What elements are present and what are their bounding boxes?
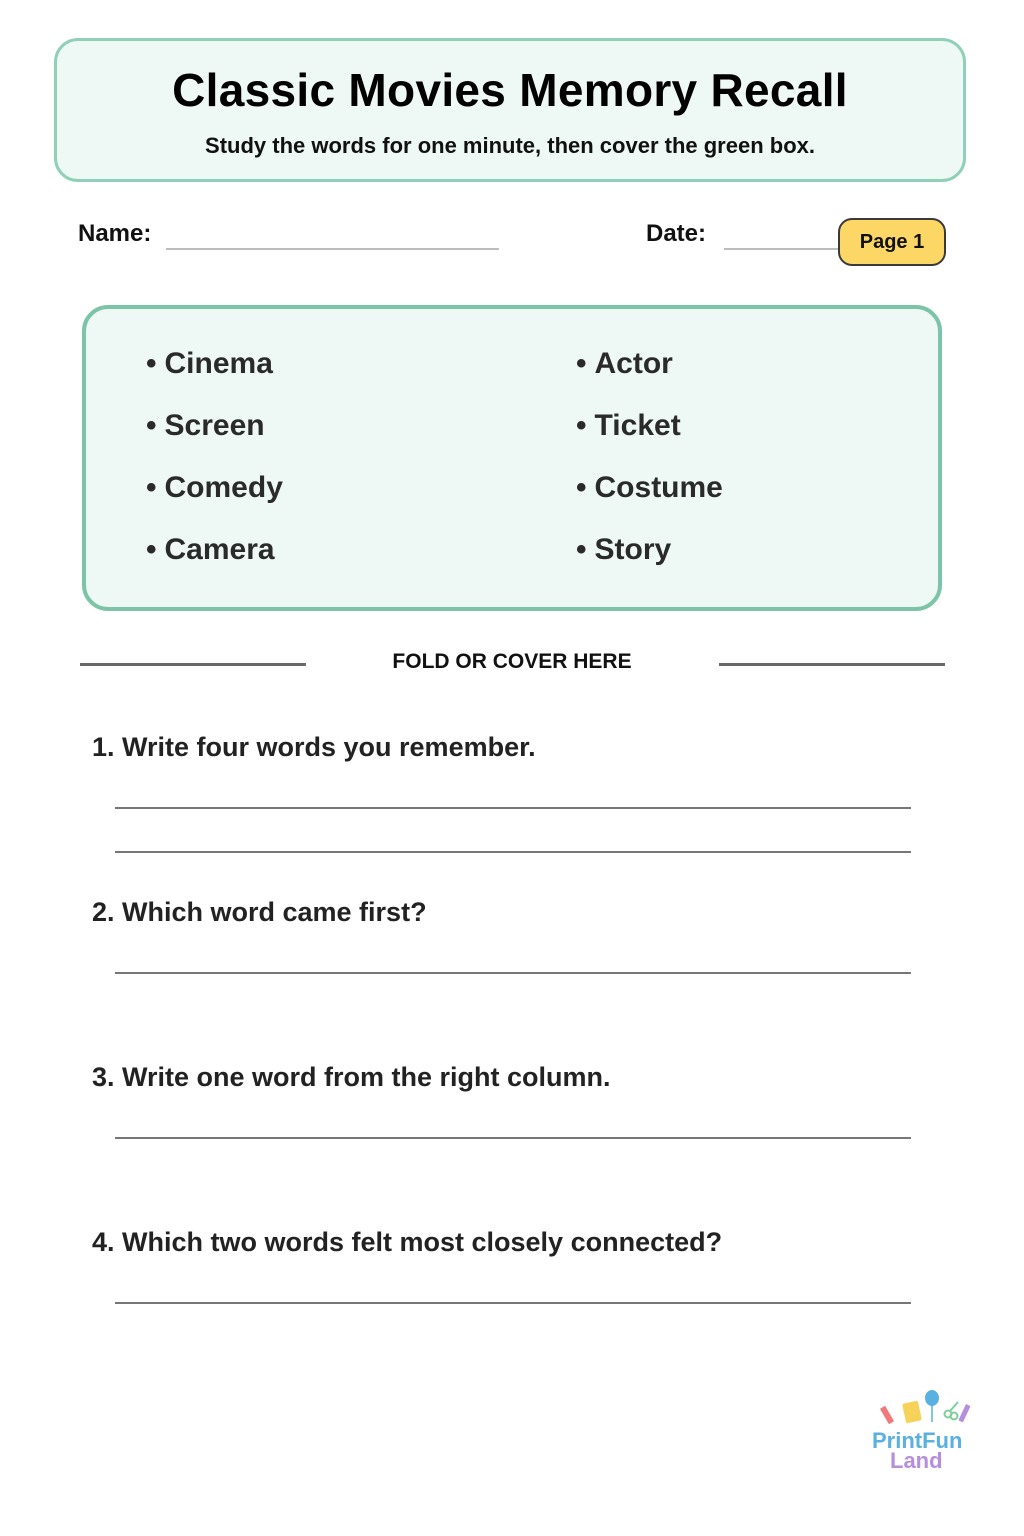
answer-line[interactable] (115, 851, 911, 853)
fold-divider-right (719, 663, 945, 666)
word-box (82, 305, 942, 611)
worksheet-title: Classic Movies Memory Recall (172, 64, 848, 116)
bullet-icon: • (576, 347, 587, 380)
word-item (146, 533, 283, 595)
worksheet-instructions: Study the words for one minute, then cover the green box. (205, 133, 815, 158)
word-item (576, 533, 723, 595)
word-text: Cinema (164, 347, 273, 380)
balloon-icon (925, 1390, 939, 1422)
name-field-line[interactable] (166, 248, 499, 250)
date-field-line[interactable] (724, 248, 840, 250)
word-column-left (146, 347, 283, 595)
bullet-icon: • (576, 471, 587, 504)
bullet-icon: • (146, 347, 157, 380)
date-label: Date: (646, 220, 707, 247)
question-1: 1. Write four words you remember. (92, 732, 536, 762)
word-column-right (576, 347, 723, 595)
word-item (146, 347, 283, 409)
answer-line[interactable] (115, 807, 911, 809)
name-label: Name: (78, 220, 152, 247)
printfunland-logo (866, 1388, 976, 1474)
word-text: Camera (164, 533, 275, 566)
bullet-icon: • (146, 471, 157, 504)
bullet-icon: • (576, 533, 587, 566)
scissors-icon (945, 1402, 959, 1420)
paper-icon (902, 1401, 922, 1424)
question-4: 4. Which two words felt most closely connected? (92, 1227, 723, 1257)
word-text: Costume (594, 471, 723, 504)
fold-instruction: FOLD OR COVER HERE (392, 650, 632, 673)
logo-icons (874, 1388, 974, 1432)
bullet-icon: • (576, 409, 587, 442)
logo-wordmark-line1: PrintFun (872, 1428, 963, 1453)
logo-wordmark-line2: Land (890, 1448, 943, 1473)
page-badge: Page 1 (838, 218, 946, 266)
word-text: Actor (594, 347, 673, 380)
answer-line[interactable] (115, 1137, 911, 1139)
header-box (54, 38, 966, 182)
pencil-icon (880, 1406, 894, 1425)
question-2: 2. Which word came first? (92, 897, 427, 927)
word-item (146, 471, 283, 533)
word-text: Screen (164, 409, 265, 442)
answer-line[interactable] (115, 1302, 911, 1304)
bullet-icon: • (146, 409, 157, 442)
bullet-icon: • (146, 533, 157, 566)
word-text: Ticket (594, 409, 681, 442)
crayon-icon (958, 1404, 970, 1422)
word-text: Comedy (164, 471, 283, 504)
word-text: Story (594, 533, 672, 566)
word-item (576, 347, 723, 409)
question-3: 3. Write one word from the right column. (92, 1062, 611, 1092)
word-item (576, 471, 723, 533)
word-item (576, 409, 723, 471)
word-item (146, 409, 283, 471)
answer-line[interactable] (115, 972, 911, 974)
